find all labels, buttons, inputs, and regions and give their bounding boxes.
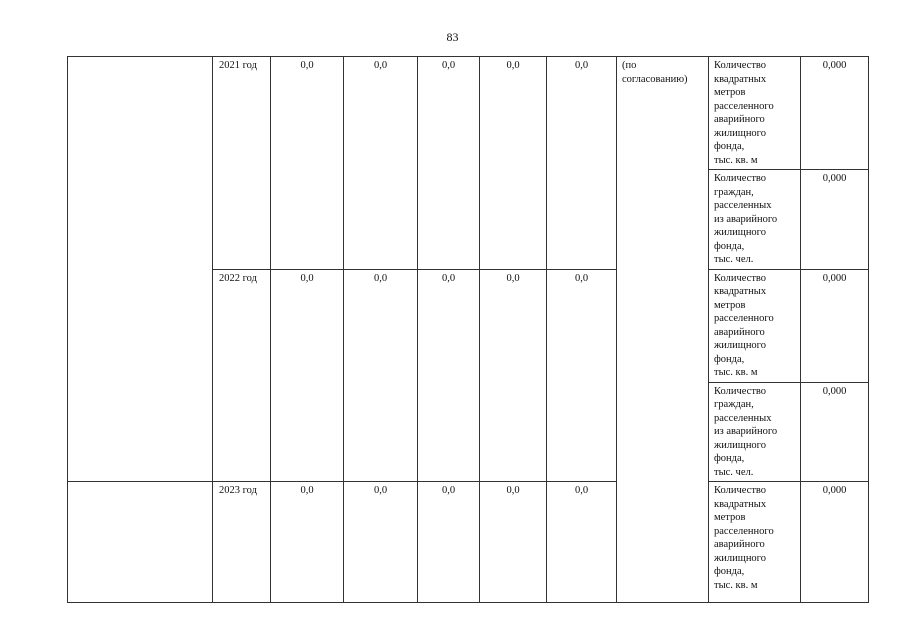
value-cell: 0,0	[271, 269, 344, 482]
indicator-value: 0,000	[801, 269, 869, 382]
value-cell: 0,0	[271, 57, 344, 270]
indicator-name: Количество граждан, расселенных из аварийного жилищного фонда, тыс. чел.	[709, 382, 801, 482]
value-cell: 0,0	[344, 57, 418, 270]
table-row	[68, 482, 869, 603]
value-cell: 0,0	[418, 482, 480, 603]
executor-cell: (по согласованию)	[617, 57, 709, 603]
value-cell: 0,0	[480, 269, 547, 482]
table-cell-empty	[68, 482, 213, 603]
indicator-name: Количество квадратных метров расселенного аварийного жилищного фонда, тыс. кв. м	[709, 269, 801, 382]
indicator-value: 0,000	[801, 482, 869, 603]
value-cell: 0,0	[547, 269, 617, 482]
value-cell: 0,0	[480, 57, 547, 270]
value-cell: 0,0	[271, 482, 344, 603]
value-cell: 0,0	[344, 482, 418, 603]
table-cell-empty	[68, 57, 213, 482]
indicator-value: 0,000	[801, 382, 869, 482]
page-number: 83	[446, 30, 459, 44]
value-cell: 0,0	[418, 57, 480, 270]
program-table	[67, 56, 869, 603]
value-cell: 0,0	[418, 269, 480, 482]
indicator-name: Количество квадратных метров расселенного аварийного жилищного фонда, тыс. кв. м	[709, 482, 801, 603]
indicator-value: 0,000	[801, 57, 869, 170]
value-cell: 0,0	[547, 57, 617, 270]
table-row	[68, 57, 869, 170]
year-cell: 2021 год	[213, 57, 271, 270]
year-cell: 2023 год	[213, 482, 271, 603]
value-cell: 0,0	[547, 482, 617, 603]
indicator-name: Количество квадратных метров расселенного аварийного жилищного фонда, тыс. кв. м	[709, 57, 801, 170]
indicator-name: Количество граждан, расселенных из аварийного жилищного фонда, тыс. чел.	[709, 170, 801, 270]
value-cell: 0,0	[480, 482, 547, 603]
indicator-value: 0,000	[801, 170, 869, 270]
value-cell: 0,0	[344, 269, 418, 482]
year-cell: 2022 год	[213, 269, 271, 482]
